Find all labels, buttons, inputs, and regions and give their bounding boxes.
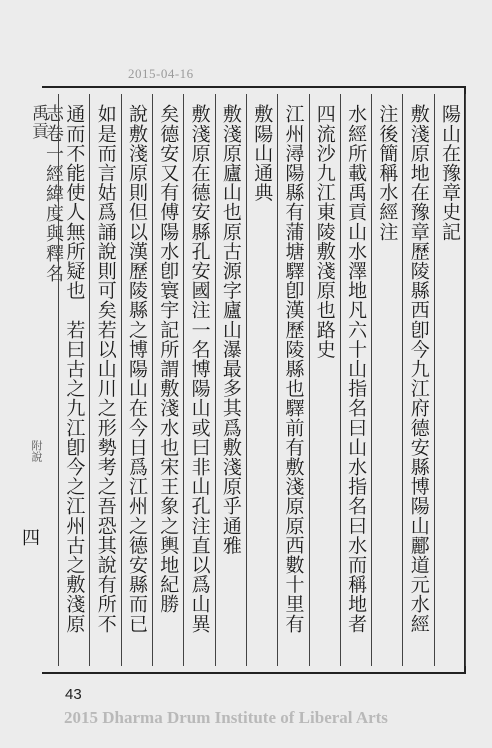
text-column: 敷淺原地在豫章歷陵縣西卽今九江府德安縣博陽山酈道元水經 — [407, 104, 430, 634]
text-column: 通而不能使人無所疑也 若曰古之九江卽今之江州古之敷淺原 — [63, 104, 86, 634]
column-rule — [277, 94, 278, 666]
text-column: 江州潯陽縣有蒲塘驛卽漢歷陵縣也驛前有敷淺原原西數十里有 — [282, 104, 305, 634]
gutter-text-3: 卷一 — [43, 124, 64, 164]
text-column: 陽山在豫章史記 — [439, 104, 461, 242]
column-rule — [465, 94, 466, 666]
column-rule — [89, 94, 90, 666]
column-rule — [183, 94, 184, 666]
text-column: 水經所載禹貢山水澤地凡六十山指名曰山水指名曰水而稱地者 — [345, 104, 368, 634]
text-column: 說敷淺原則但以漢歷陵縣之博陽山在今日爲江州之德安縣而已 — [126, 104, 148, 634]
gutter-note: 附說 — [30, 440, 43, 462]
gutter-title: 禹貢 — [28, 104, 48, 140]
column-rule — [152, 94, 153, 666]
gutter-text-2: 志 — [43, 104, 64, 124]
column-rule — [215, 94, 216, 666]
gutter-leaf-number: 四 — [22, 528, 40, 549]
column-rule — [309, 94, 310, 666]
text-column: 注後簡稱水經注 — [376, 104, 399, 242]
text-column: 敷淺原廬山也原古源字廬山瀑最多其爲敷淺原乎通雅 — [219, 104, 242, 555]
column-rule — [58, 94, 59, 666]
column-rule — [340, 94, 341, 666]
column-rule — [371, 94, 372, 666]
column-rule — [434, 94, 435, 666]
text-column: 敷淺原在德安縣孔安國注一名博陽山或曰非山孔注直以爲山異 — [188, 104, 211, 634]
column-rule — [121, 94, 122, 666]
column-rule — [246, 94, 247, 666]
text-column: 四流沙九江東陵敷淺原也路史 — [313, 104, 336, 359]
date-watermark: 2015-04-16 — [128, 66, 194, 81]
column-rule — [402, 94, 403, 666]
text-column: 如是而言姑爲誦說則可矣若以山川之形勢考之吾恐其說有所不 — [94, 104, 117, 634]
gutter-text-4: 經緯度與釋名 — [43, 164, 64, 284]
page-number: 43 — [65, 686, 82, 703]
text-column: 敷陽山通典 — [251, 104, 274, 202]
text-column: 矣德安又有傅陽水卽寰宇記所謂敷淺水也宋王象之輿地紀勝 — [157, 104, 180, 614]
institute-watermark: 2015 Dharma Drum Institute of Liberal Arts — [64, 708, 388, 727]
